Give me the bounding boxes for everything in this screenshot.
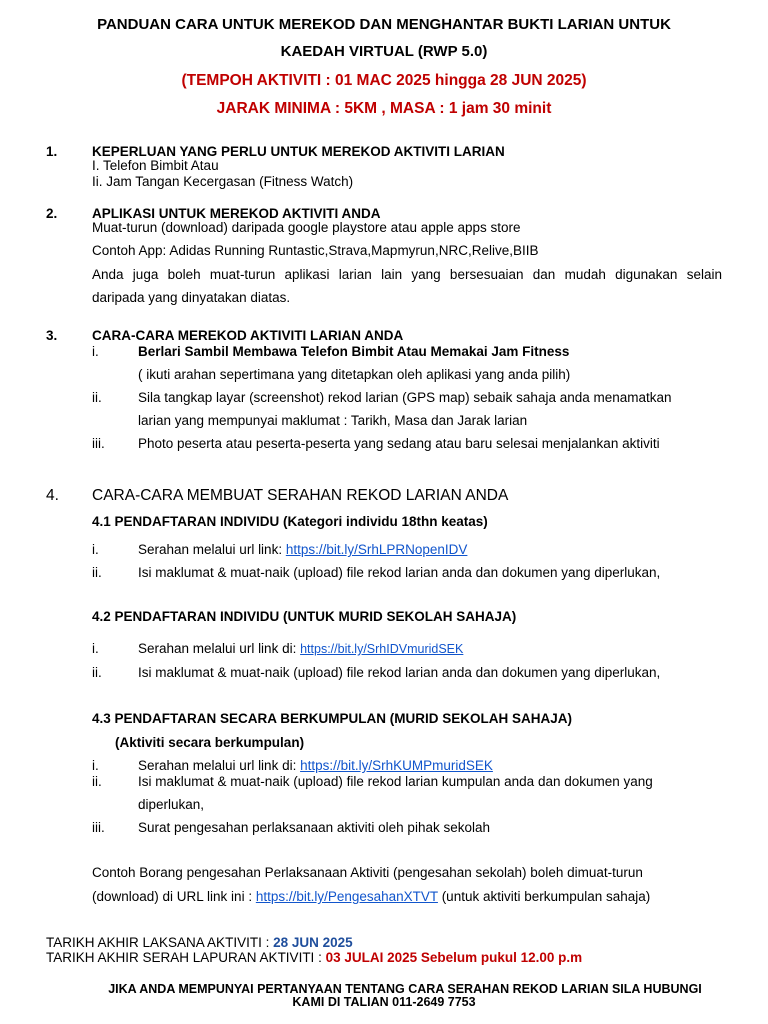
report-deadline-label: TARIKH AKHIR SERAH LAPURAN AKTIVITI : <box>46 950 326 965</box>
section-1-item-2: Ii. Jam Tangan Kecergasan (Fitness Watch) <box>92 174 354 189</box>
section-3-ii-line-1: Sila tangkap layar (screenshot) rekod larian (GPS map) sebaik sahaja anda menamatkan <box>138 390 672 405</box>
activity-deadline-label: TARIKH AKHIR LAKSANA AKTIVITI : <box>46 935 274 950</box>
subsection-4-1-ii-number: ii. <box>92 565 102 580</box>
section-2-title: APLIKASI UNTUK MEREKOD AKTIVITI ANDA <box>92 206 381 221</box>
subsection-4-3-ii-line-1: Isi maklumat & muat-naik (upload) file rekod larian kumpulan anda dan dokumen yang <box>138 774 653 789</box>
subsection-4-2-ii-text: Isi maklumat & muat-naik (upload) file rekod larian anda dan dokumen yang diperlukan, <box>138 665 661 680</box>
section-3-title: CARA-CARA MEREKOD AKTIVITI LARIAN ANDA <box>92 328 404 343</box>
doc-title-line2: KAEDAH VIRTUAL (RWP 5.0) <box>280 43 488 60</box>
activity-deadline <box>46 935 353 951</box>
subsection-4-3-iii-text: Surat pengesahan perlaksanaan aktiviti oleh pihak sekolah <box>138 820 490 835</box>
verification-note-line-1: Contoh Borang pengesahan Perlaksanaan Aktiviti (pengesahan sekolah) boleh dimuat-turun <box>92 865 643 880</box>
section-2-line-2: Contoh App: Adidas Running Runtastic,Strava,Mapmyrun,NRC,Relive,BIIB <box>92 243 539 258</box>
subsection-4-2-i-number: i. <box>92 641 99 656</box>
subsection-4-1-i-number: i. <box>92 542 99 557</box>
section-2-line-4: daripada yang dinyatakan diatas. <box>92 290 291 305</box>
section-3-iii-number: iii. <box>92 436 105 451</box>
section-2-line-3: Anda juga boleh muat-turun aplikasi larian lain yang bersesuaian dan mudah digunakan selain <box>92 267 722 282</box>
subsection-4-3-i-row <box>138 758 493 774</box>
subsection-4-1-ii-text: Isi maklumat & muat-naik (upload) file rekod larian anda dan dokumen yang diperlukan, <box>138 565 661 580</box>
verification-note-line-2 <box>92 889 650 905</box>
footer-contact-line-1: JIKA ANDA MEMPUNYAI PERTANYAAN TENTANG CARA SERAHAN REKOD LARIAN SILA HUBUNGI <box>108 982 702 996</box>
activity-deadline-value: 28 JUN 2025 <box>273 935 353 950</box>
verification-form-link[interactable]: https://bit.ly/PengesahanXTVT <box>255 889 438 904</box>
section-3-number: 3. <box>46 328 58 343</box>
section-3-ii-number: ii. <box>92 390 102 405</box>
subsection-4-3-iii-number: iii. <box>92 820 105 835</box>
verification-note-pre: (download) di URL link ini : <box>92 889 256 904</box>
section-2-number: 2. <box>46 206 58 221</box>
section-3-ii-line-2: larian yang mempunyai maklumat : Tarikh, Masa dan Jarak larian <box>138 413 528 428</box>
footer-contact-line-2: KAMI DI TALIAN 011-2649 7753 <box>292 995 476 1009</box>
subsection-4-3-ii-number: ii. <box>92 774 102 789</box>
subsection-4-3-i-text: Serahan melalui url link di: <box>138 758 301 773</box>
subsection-4-2-i-text: Serahan melalui url link di: <box>138 641 301 656</box>
section-4-title: CARA-CARA MEMBUAT SERAHAN REKOD LARIAN ANDA <box>92 487 509 504</box>
minimum-requirement: JARAK MINIMA : 5KM , MASA : 1 jam 30 minit <box>216 100 552 117</box>
subsection-4-1-i-row <box>138 542 467 558</box>
section-1-number: 1. <box>46 144 58 159</box>
group-student-link[interactable]: https://bit.ly/SrhKUMPmuridSEK <box>300 758 493 773</box>
subsection-4-2-ii-number: ii. <box>92 665 102 680</box>
section-4-number: 4. <box>46 487 59 504</box>
section-3-iii-text: Photo peserta atau peserta-peserta yang sedang atau baru selesai menjalankan aktiviti <box>138 436 660 451</box>
section-3-i-text: Berlari Sambil Membawa Telefon Bimbit Atau Memakai Jam Fitness <box>138 344 570 359</box>
subsection-4-1-title: 4.1 PENDAFTARAN INDIVIDU (Kategori individu 18thn keatas) <box>92 514 488 529</box>
section-3-i-number: i. <box>92 344 99 359</box>
subsection-4-1-i-text: Serahan melalui url link: <box>138 542 286 557</box>
report-deadline-value: 03 JULAI 2025 Sebelum pukul 12.00 p.m <box>325 950 583 965</box>
report-deadline <box>46 950 582 966</box>
section-1-item-1: I. Telefon Bimbit Atau <box>92 158 219 173</box>
section-3-i-subtext: ( ikuti arahan sepertimana yang ditetapkan oleh aplikasi yang anda pilih) <box>138 367 571 382</box>
subsection-4-2-title: 4.2 PENDAFTARAN INDIVIDU (UNTUK MURID SEKOLAH SAHAJA) <box>92 609 517 624</box>
section-2-line-1: Muat-turun (download) daripada google playstore atau apple apps store <box>92 220 521 235</box>
subsection-4-2-i-row <box>138 641 463 657</box>
subsection-4-3-i-number: i. <box>92 758 99 773</box>
individual-open-link[interactable]: https://bit.ly/SrhLPRNopenIDV <box>285 542 468 557</box>
student-individual-link[interactable]: https://bit.ly/SrhIDVmuridSEK <box>300 642 464 656</box>
activity-period: (TEMPOH AKTIVITI : 01 MAC 2025 hingga 28 JUN 2025) <box>181 72 587 89</box>
subsection-4-3-title: 4.3 PENDAFTARAN SECARA BERKUMPULAN (MURID SEKOLAH SAHAJA) <box>92 711 573 726</box>
verification-note-post: (untuk aktiviti berkumpulan sahaja) <box>437 889 651 904</box>
subsection-4-3-ii-line-2: diperlukan, <box>138 797 205 812</box>
section-1-title: KEPERLUAN YANG PERLU UNTUK MEREKOD AKTIVITI LARIAN <box>92 144 505 159</box>
doc-title-line1: PANDUAN CARA UNTUK MEREKOD DAN MENGHANTAR BUKTI LARIAN UNTUK <box>97 16 671 33</box>
subsection-4-3-subtitle: (Aktiviti secara berkumpulan) <box>115 735 305 750</box>
